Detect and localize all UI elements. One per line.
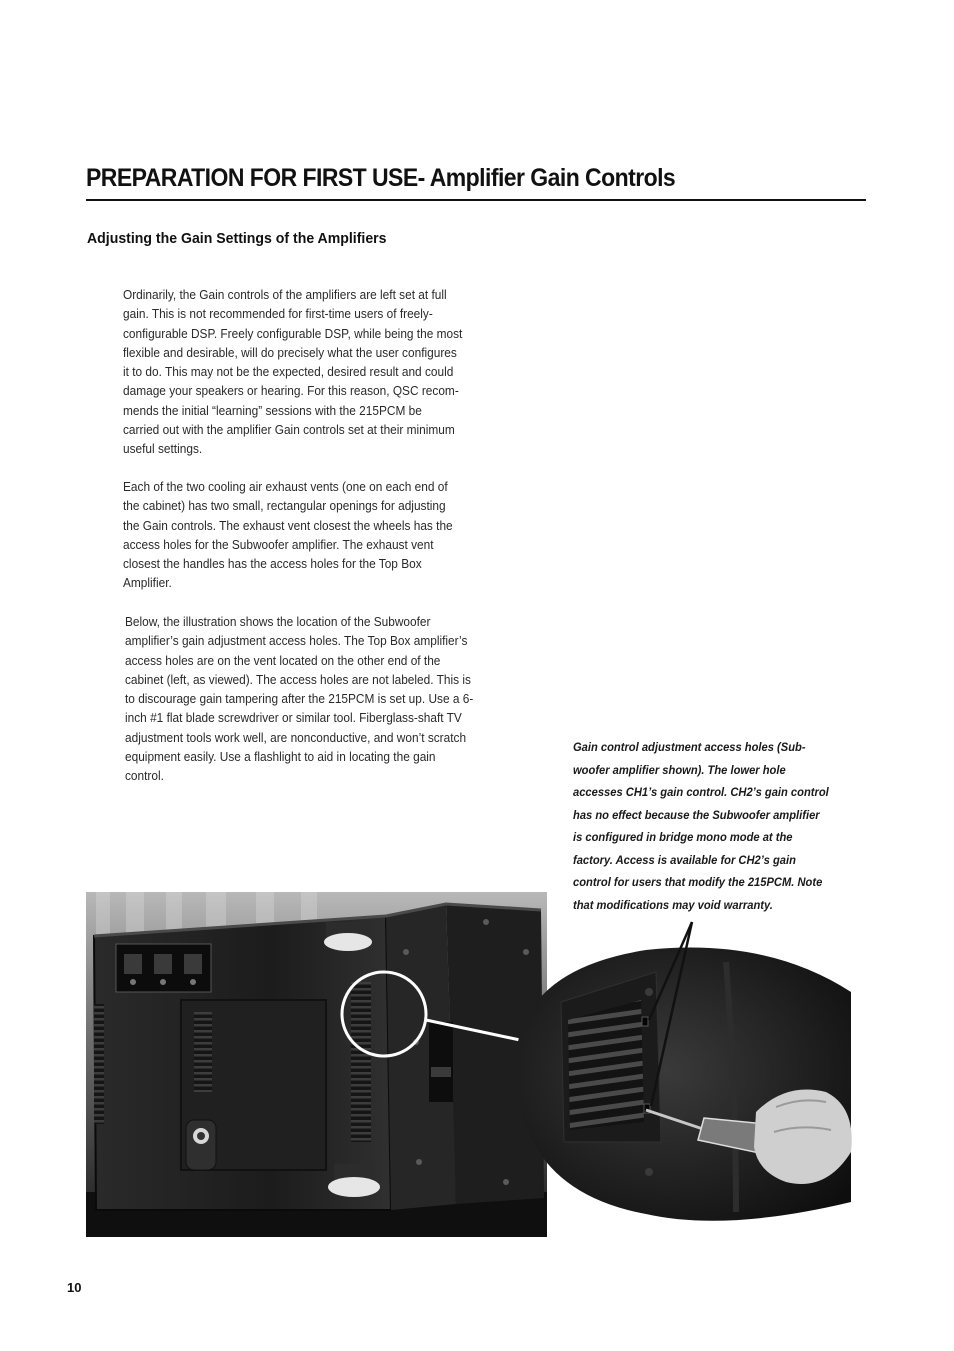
caption-line: accesses CH1’s gain control. CH2’s gain control: [573, 785, 829, 799]
caption-line: woofer amplifier shown). The lower hole: [573, 762, 786, 777]
title-rule: [86, 199, 866, 201]
text-line: useful settings.: [123, 441, 203, 457]
caption-line: factory. Access is available for CH2’s gain: [573, 852, 796, 867]
text-line: flexible and desirable, will do precisely what the user configures: [123, 344, 457, 360]
text-line: the cabinet) has two small, rectangular openings for adjusting: [123, 498, 446, 514]
text-line: carried out with the amplifier Gain controls set at their minimum: [123, 422, 455, 438]
caption-line: is configured in bridge mono mode at the: [573, 830, 793, 844]
text-line: cabinet (left, as viewed). The access holes are not labeled. This is: [125, 671, 471, 687]
text-line: closest the handles has the access holes for the Top Box: [123, 556, 422, 572]
text-line: Each of the two cooling air exhaust vents (one on each end of: [123, 479, 448, 494]
text-line: damage your speakers or hearing. For this reason, QSC recom-: [123, 383, 459, 399]
paragraph-2: [123, 477, 453, 593]
access-holes-detail-inset: [515, 948, 851, 1221]
text-line: mends the initial “learning” sessions with the 215PCM be: [123, 402, 422, 418]
paragraph-1: [123, 285, 462, 459]
text-line: access holes for the Subwoofer amplifier. The exhaust vent: [123, 536, 434, 552]
page-number: 10: [67, 1280, 82, 1295]
text-line: equipment easily. Use a flashlight to aid in locating the gain: [125, 749, 436, 765]
text-line: control.: [125, 768, 164, 784]
cabinet-photo-figure: [86, 892, 866, 1237]
caption-line: that modifications may void warranty.: [573, 897, 773, 912]
page-title: PREPARATION FOR FIRST USE- Amplifier Gain Controls: [86, 164, 676, 192]
text-line: it to do. This may not be the expected, desired result and could: [123, 364, 454, 380]
cabinet-photo: [86, 892, 547, 1237]
text-line: Amplifier.: [123, 575, 172, 591]
caster-wheel-top: [324, 922, 372, 951]
text-line: inch #1 flat blade screwdriver or similar tool. Fiberglass-shaft TV: [125, 710, 462, 726]
caster-wheel-bottom: [328, 1164, 380, 1197]
text-line: Ordinarily, the Gain controls of the amplifiers are left set at full: [123, 287, 447, 302]
text-line: access holes are on the vent located on the other end of the: [125, 652, 441, 668]
text-line: gain. This is not recommended for first-time users of freely-: [123, 306, 433, 322]
text-line: amplifier’s gain adjustment access holes. The Top Box amplifier’s: [125, 633, 468, 649]
text-line: to discourage gain tampering after the 215PCM is set up. Use a 6-: [125, 691, 474, 707]
caption-line: Gain control adjustment access holes (Sub-: [573, 740, 806, 754]
access-hole-ch2: [642, 1017, 648, 1026]
text-line: Below, the illustration shows the location of the Subwoofer: [125, 614, 431, 629]
text-line: configurable DSP. Freely configurable DSP, while being the most: [123, 325, 463, 341]
paragraph-3: [125, 612, 473, 786]
caption-line: has no effect because the Subwoofer amplifier: [573, 807, 820, 822]
section-heading: Adjusting the Gain Settings of the Amplifiers: [87, 230, 387, 247]
text-line: adjustment tools work well, are nonconductive, and won’t scratch: [125, 729, 467, 745]
caption-line: control for users that modify the 215PCM. Note: [573, 875, 823, 889]
figure-caption: [573, 736, 829, 916]
text-line: the Gain controls. The exhaust vent closest the wheels has the: [123, 517, 453, 533]
